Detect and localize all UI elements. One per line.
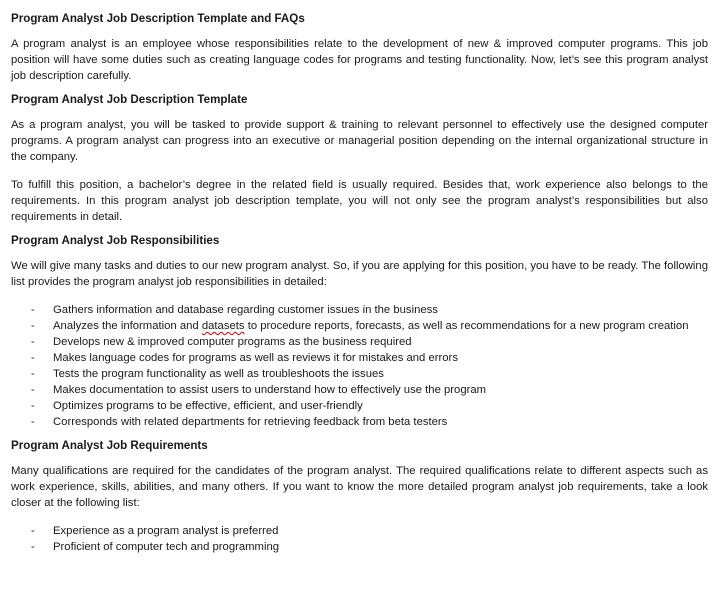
list-item-text: Proficient of computer tech and programming: [53, 541, 280, 553]
template-heading: Program Analyst Job Description Template: [11, 93, 248, 106]
list-item-text: Experience as a program analyst is preferred: [53, 525, 279, 537]
list-item-text: Makes language codes for programs as well as reviews it for mistakes and errors: [53, 352, 458, 364]
bullet-dash: -: [31, 304, 35, 316]
list-item-text-after: to procedure reports, forecasts, as well as recommendations for a new program creation: [244, 320, 689, 332]
list-item: [31, 318, 708, 334]
list-item: [31, 382, 708, 398]
requirements-paragraph: Many qualifications are required for the candidates of the program analyst. The required qualifications relate to different aspects such as work experience, skills, abilities, and many others. If you want to know the more detailed program analyst job requirements, take a look closer at the following list:: [11, 465, 708, 509]
list-item-text: Gathers information and database regarding customer issues in the business: [53, 304, 438, 316]
list-item: [31, 523, 708, 539]
list-item: [31, 350, 708, 366]
bullet-dash: -: [31, 416, 35, 428]
bullet-dash: -: [31, 541, 35, 553]
list-item-text: Corresponds with related departments for retrieving feedback from beta testers: [53, 416, 448, 428]
list-item: [31, 398, 708, 414]
requirements-heading: Program Analyst Job Requirements: [11, 439, 208, 452]
list-item: [31, 539, 708, 555]
list-item: [31, 302, 708, 318]
template-paragraph-1: As a program analyst, you will be tasked to provide support & training to relevant personnel to effectively use the designed computer programs. A program analyst can progress into an executive or managerial position depending on the internal organizational structure in the company.: [11, 119, 708, 163]
intro-paragraph: A program analyst is an employee whose responsibilities relate to the development of new & improved computer programs. This job position will have some duties such as creating language codes for programs and testing functionality. Now, let’s see this program analyst job description carefully.: [11, 38, 708, 82]
list-item-text-before: Analyzes the information and: [53, 320, 202, 332]
spelling-flagged-word[interactable]: datasets: [201, 320, 245, 332]
template-paragraph-2: To fulfill this position, a bachelor’s degree in the related field is usually required. Besides that, work experience also belongs to the requirements. In this program analyst job description template, you will not only see the program analyst’s responsibilities but also requirements in detail.: [11, 179, 708, 223]
bullet-dash: -: [31, 525, 35, 537]
list-item-text: Optimizes programs to be effective, efficient, and user-friendly: [53, 400, 363, 412]
list-item-text: Makes documentation to assist users to understand how to effectively use the program: [53, 384, 487, 396]
responsibilities-heading: Program Analyst Job Responsibilities: [11, 234, 220, 247]
list-item-text: Tests the program functionality as well as troubleshoots the issues: [53, 368, 384, 380]
responsibilities-list: [11, 302, 708, 430]
document-title: Program Analyst Job Description Template and FAQs: [11, 12, 305, 25]
list-item: [31, 334, 708, 350]
list-item: [31, 366, 708, 382]
bullet-dash: -: [31, 368, 35, 380]
bullet-dash: -: [31, 352, 35, 364]
list-item: [31, 414, 708, 430]
bullet-dash: -: [31, 336, 35, 348]
bullet-dash: -: [31, 320, 35, 332]
responsibilities-paragraph: We will give many tasks and duties to our new program analyst. So, if you are applying for this position, you have to be ready. The following list provides the program analyst job responsibilities in detailed:: [11, 260, 708, 288]
bullet-dash: -: [31, 400, 35, 412]
list-item-text: Develops new & improved computer programs as the business required: [53, 336, 412, 348]
requirements-list: [11, 523, 708, 555]
bullet-dash: -: [31, 384, 35, 396]
